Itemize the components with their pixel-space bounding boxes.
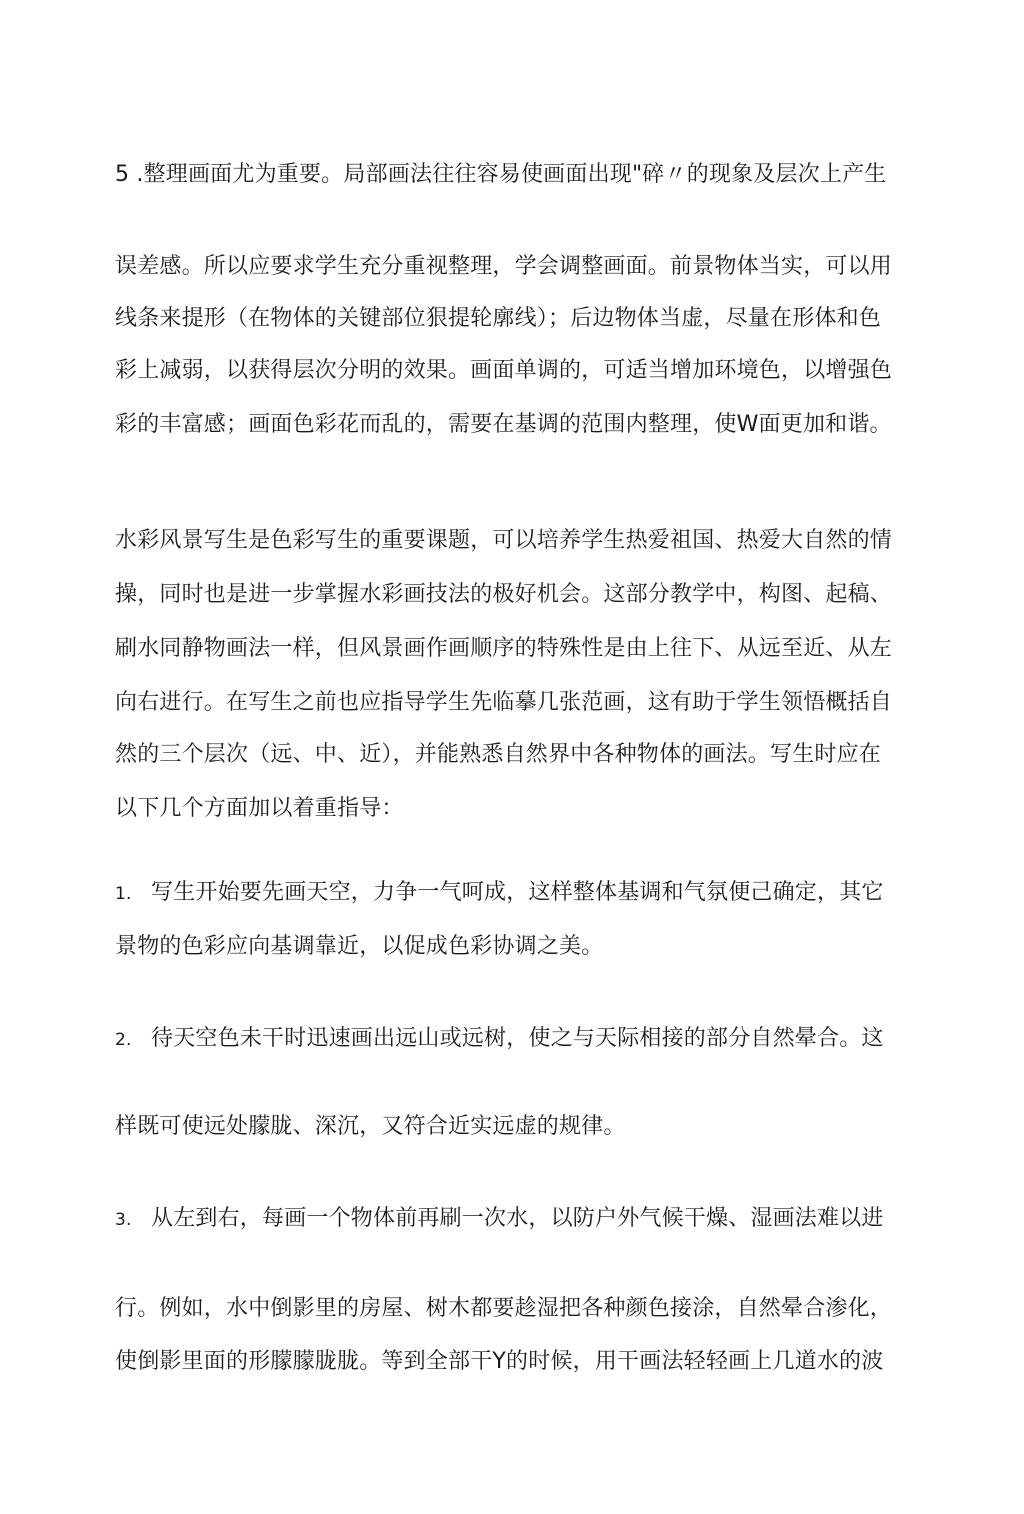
intro-line-2: 操，同时也是进一步掌握水彩画技法的极好机会。这部分教学中，构图、起稿、	[115, 582, 893, 607]
list-item-2-number: 2.	[115, 1030, 132, 1050]
list-item-3	[115, 1204, 895, 1235]
paragraph-5-line-5: 彩的丰富感；画面色彩花而乱的，需要在基调的范围内整理，使W面更加和谐。	[115, 412, 892, 437]
list-item-1	[115, 878, 895, 909]
list-item-2-text: 待天空色未干时迅速画出远山或远树，使之与天际相接的部分自然晕合。这	[151, 1026, 884, 1051]
paragraph-5-line-4: 彩上减弱，以获得层次分明的效果。画面单调的，可适当增加环境色，以增强色	[115, 358, 893, 383]
intro-line-6: 以下几个方面加以着重指导：	[115, 796, 404, 821]
paragraph-5-line-2: 误差感。所以应要求学生充分重视整理，学会调整画面。前景物体当实，可以用	[115, 254, 893, 279]
intro-line-4: 向右进行。在写生之前也应指导学生先临摹几张范画，这有助于学生领悟概括自	[115, 690, 893, 715]
list-item-2-continuation: 样既可使远处朦胧、深沉，又符合近实远虚的规律。	[115, 1114, 626, 1139]
list-item-1-number: 1.	[115, 884, 132, 904]
list-item-3-continuation-2: 使倒影里面的形朦朦胧胧。等到全部干Y的时候，用干画法轻轻画上几道水的波	[115, 1349, 884, 1374]
list-item-1-continuation: 景物的色彩应向基调靠近，以促成色彩协调之美。	[115, 934, 604, 959]
list-item-2	[115, 1024, 895, 1055]
list-item-3-number: 3.	[115, 1210, 132, 1230]
intro-line-1: 水彩风景写生是色彩写生的重要课题，可以培养学生热爱祖国、热爱大自然的情	[115, 528, 893, 553]
list-item-1-text: 写生开始要先画天空，力争一气呵成，这样整体基调和气氛便己确定，其它	[151, 880, 884, 905]
paragraph-5-line-1: 5 .整理画面尤为重要。局部画法往往容易使画面出现"碎〃的现象及层次上产生	[115, 162, 887, 187]
intro-line-3: 刷水同静物画法一样，但风景画作画顺序的特殊性是由上往下、从远至近、从左	[115, 636, 893, 661]
list-item-3-continuation-1: 行。例如，水中倒影里的房屋、树木都要趁湿把各种颜色接涂，自然晕合渗化，	[115, 1296, 893, 1321]
paragraph-5-line-3: 线条来提形（在物体的关键部位狠提轮廓线）；后边物体当虚，尽量在形体和色	[115, 306, 882, 331]
list-item-3-text: 从左到右，每画一个物体前再刷一次水，以防户外气候干燥、湿画法难以进	[151, 1206, 884, 1231]
intro-line-5: 然的三个层次（远、中、近），并能熟悉自然界中各种物体的画法。写生时应在	[115, 742, 882, 767]
